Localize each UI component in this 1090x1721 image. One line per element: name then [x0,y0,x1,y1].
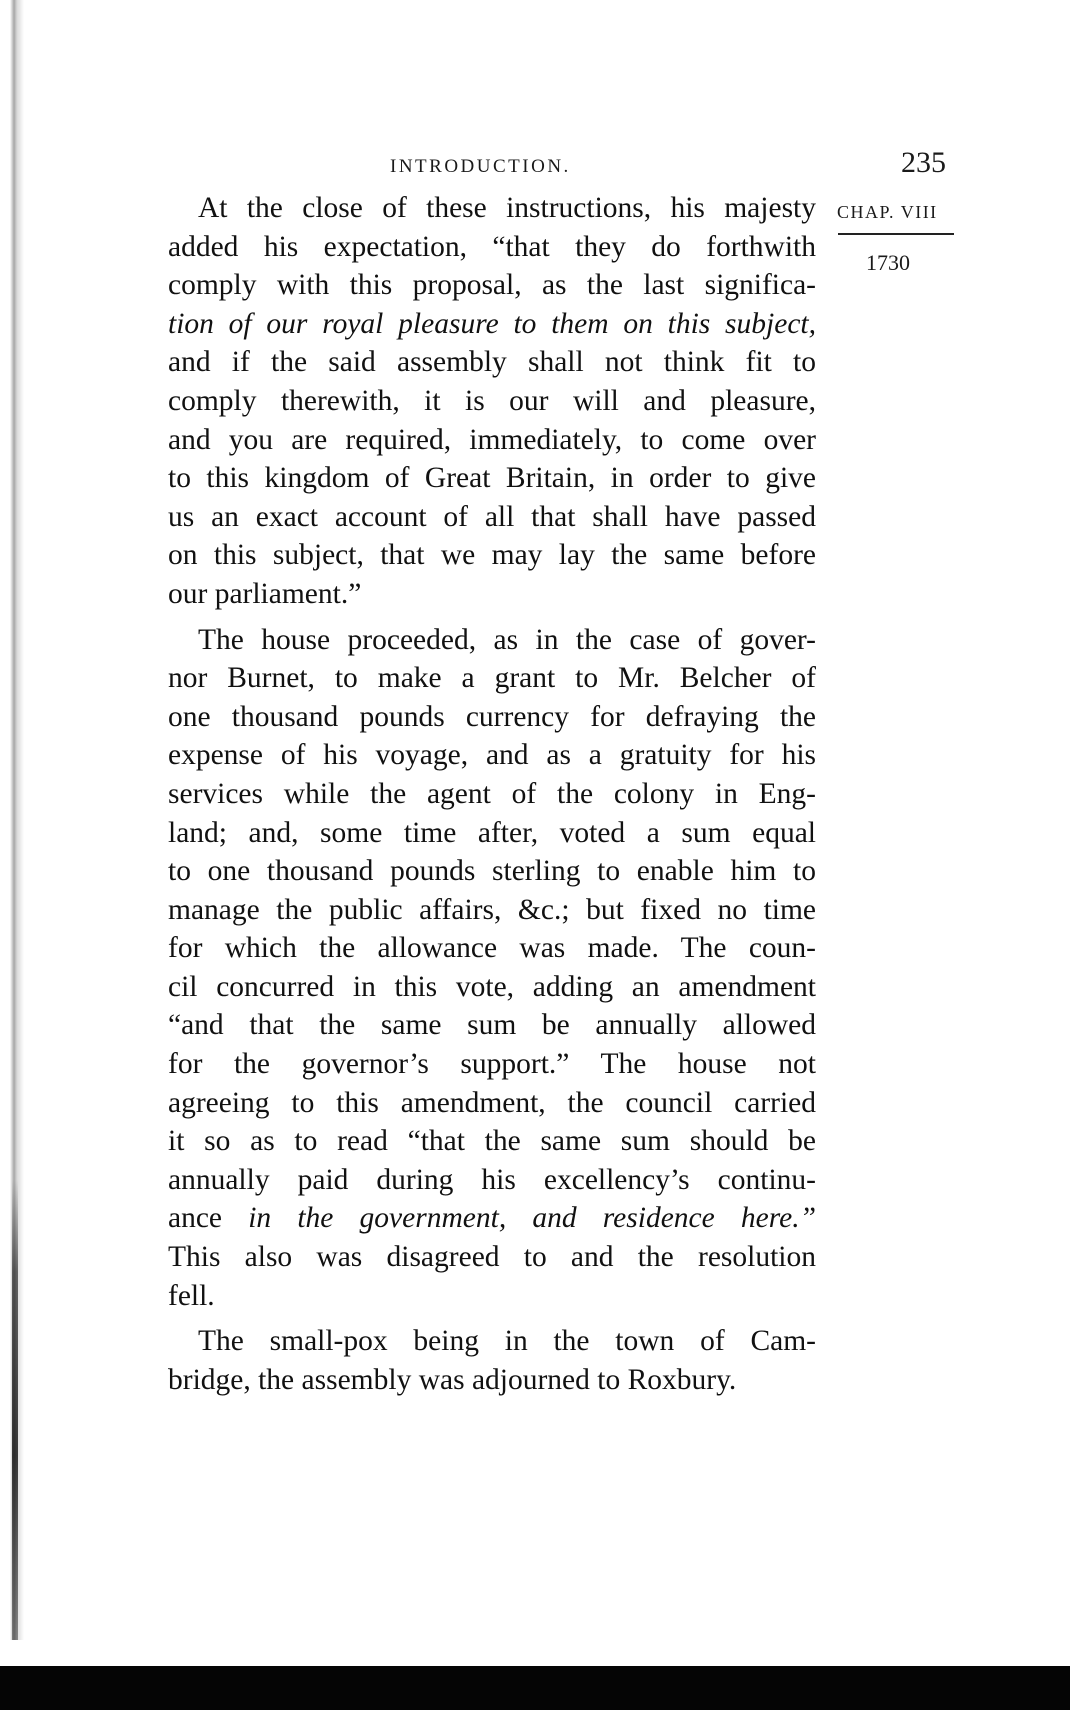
margin-chapter-note: CHAP. VIII [837,202,938,222]
text-line: annually paid during his excellency’s continu- [168,1163,816,1196]
text-line: us an exact account of all that shall have passed [168,500,816,533]
text-line: This also was disagreed to and the resolution [168,1241,816,1274]
text-line: added his expectation, “that they do forthwith [168,230,816,263]
page-number: 235 [901,146,946,179]
paragraph-gap [168,614,816,621]
text-line: to this kingdom of Great Britain, in order to give [168,462,816,495]
text-line: comply with this proposal, as the last significa- [168,269,816,302]
scan-bottom-bar [0,1666,1070,1710]
margin-year-note: 1730 [866,250,910,275]
text-line: ance in the government, and residence here.” [168,1202,816,1235]
text-line: for the governor’s support.” The house not [168,1048,816,1081]
text-line: services while the agent of the colony in Eng- [168,777,816,810]
text-line: cil concurred in this vote, adding an amendment [168,970,816,1003]
text-line: expense of his voyage, and as a gratuity for his [168,739,816,772]
margin-rule [838,233,954,235]
paragraph [168,621,816,1316]
text-line: agreeing to this amendment, the council carried [168,1086,816,1119]
text-line: our parliament.” [168,577,362,610]
text-line: The small-pox being in the town of Cam- [198,1325,816,1358]
text-line: tion of our royal pleasure to them on this subject, [168,307,816,340]
scan-binding-shadow [12,1180,18,1640]
text-line: The house proceeded, as in the case of gover- [198,623,816,656]
text-line: and you are required, immediately, to come over [168,423,816,456]
text-line: it so as to read “that the same sum should be [168,1125,816,1158]
text-line: land; and, some time after, voted a sum equal [168,816,816,849]
text-line: “and that the same sum be annually allowed [168,1009,816,1042]
text-line: nor Burnet, to make a grant to Mr. Belcher of [168,662,816,695]
text-line: manage the public affairs, &c.; but fixed no time [168,893,816,926]
paragraph [168,1322,816,1399]
text-line: fell. [168,1279,215,1312]
text-line: one thousand pounds currency for defraying the [168,700,816,733]
text-line: on this subject, that we may lay the same before [168,539,816,572]
text-line: bridge, the assembly was adjourned to Roxbury. [168,1363,737,1396]
text-line: for which the allowance was made. The coun- [168,932,816,965]
text-line: to one thousand pounds sterling to enable him to [168,855,816,888]
text-line: and if the said assembly shall not think fit to [168,346,816,379]
text-line: At the close of these instructions, his majesty [198,192,816,224]
text-line: comply therewith, it is our will and pleasure, [168,384,816,417]
body-text [168,189,816,1399]
paragraph [168,189,816,614]
running-head: INTRODUCTION. [390,156,571,177]
paragraph-gap [168,1315,816,1322]
